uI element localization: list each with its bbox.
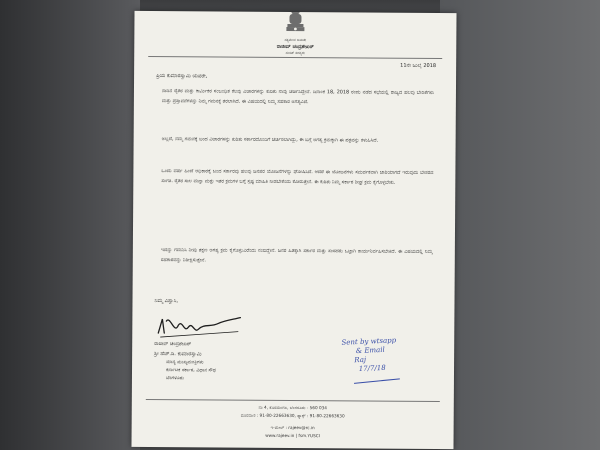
background-left — [0, 0, 140, 450]
signatory-name: ರಾಜೀವ್ ಚಂದ್ರಶೇಖರ್ — [154, 341, 192, 348]
letterhead-tagline: ಸತ್ಯಮೇವ ಜಯತೇ — [284, 37, 307, 43]
body-paragraph: ಅಲ್ಲದೆ, ನಮ್ಮ ಗಮನಕ್ಕೆ ಬಂದ ವಿಚಾರಗಳನ್ನು ಕುರಿತು ಸರ್ಕಾರದೊಂದಿಗೆ ಚರ್ಚಿಸಲಾಗಿದ್ದು, ಈ ಬಗ್ಗೆ ಅಗತ್ಯ ಕ್ರಮಕ್ಕಾಗಿ ಈ ಪತ್ರವನ್ನು ಕಳುಹಿಸಿದೆ. — [161, 136, 379, 144]
footer-address: ನಂ 4, ಕೊರಮಂಗಲ, ಬೆಂಗಳೂರು - 560 034 — [258, 404, 327, 411]
handwritten-note — [341, 336, 397, 374]
letterhead-name: ರಾಜೀವ್ ಚಂದ್ರಶೇಖರ್ — [276, 43, 314, 51]
footer-divider — [146, 399, 440, 402]
handwritten-underline — [354, 378, 400, 383]
body-paragraph: ನಾಡಿನ ರೈತರ ಮತ್ತು ಕಾರ್ಮಿಕರ ಸಂಬಂಧಿತ ಕೆಲವು ವಿಚಾರಗಳನ್ನು ಕುರಿತು ನಾವು ಚರ್ಚಿಸಿದ್ದೇವೆ. ದಿನಾಂಕ 18, 2018 ರಂದು ನಡೆದ ಸಭೆಯಲ್ಲಿ ರಾಜ್ಯದ ಹಲವು ಬೇಡಿಕೆಗಳು ಮತ್ತು ಪ್ರಸ್ತಾವನೆಗಳನ್ನು ನಿಮ್ಮ ಗಮನಕ್ಕೆ ತರಲಾಗಿದೆ. ಈ ವಿಷಯದಲ್ಲಿ ನಿಮ್ಮ ಸಹಕಾರ ಅಗತ್ಯವಿದೆ. — [161, 88, 434, 106]
handwritten-line: Sent by wtsapp — [341, 336, 397, 347]
footer-email: ಇ-ಮೇಲ್ : rajeev@rc.in — [270, 424, 315, 431]
footer-web: www.rajeev.in | fsm.YUSCI — [265, 432, 320, 439]
recipient-name: ಶ್ರೀ ಹೆಚ್.ಡಿ. ಕುಮಾರಸ್ವಾಮಿ — [154, 351, 202, 358]
recipient-office: ಕರ್ನಾಟಕ ಸರ್ಕಾರ, ವಿಧಾನ ಸೌಧ — [165, 368, 216, 374]
national-emblem-icon — [282, 11, 308, 38]
handwritten-date: 17/7/18 — [358, 363, 386, 374]
footer-phones: ದೂರವಾಣಿ : 91-80-22663630, ಫ್ಯಾಕ್ಸ್ : 91-80-22663630 — [240, 412, 345, 419]
salutation: ಪ್ರಿಯ ಕುಮಾರಸ್ವಾಮಿ ಯವರೇ, — [156, 73, 208, 80]
handwritten-line: & Email — [355, 345, 385, 356]
recipient-title: ಮಾನ್ಯ ಮುಖ್ಯಮಂತ್ರಿಗಳು — [166, 360, 204, 366]
recipient-city: ಬೆಂಗಳೂರು — [165, 376, 184, 382]
handwritten-line: Raj — [354, 355, 367, 365]
body-paragraph: ಇದನ್ನು ಗಮನಿಸಿ ನೀವು ತಕ್ಷಣ ಅಗತ್ಯ ಕ್ರಮ ಕೈಗೊಳ್ಳುವಿರೆಂದು ನಂಬಿದ್ದೇನೆ. ಜನರ ಹಿತಕ್ಕಾಗಿ ಸರ್ಕಾರ ಮತ್ತು ಸಂಸದರು ಒಟ್ಟಾಗಿ ಕಾರ್ಯನಿರ್ವಹಿಸಬೇಕಿದೆ. ಈ ವಿಷಯದಲ್ಲಿ ನಿಮ್ಮ ಸಹಕಾರವನ್ನು ನಿರೀಕ್ಷಿಸುತ್ತೇನೆ. — [160, 247, 433, 264]
letterhead-role: ಸಂಸತ್ ಸದಸ್ಯರು — [285, 50, 305, 56]
letter-date: 11ನೇ ಜುಲೈ 2018 — [400, 62, 437, 69]
closing-line: ನಿಮ್ಮ ವಿಶ್ವಾಸಿ, — [154, 298, 179, 305]
background-right — [440, 0, 600, 450]
body-paragraph: ಒಂದು ವರ್ಷ ಹಿಂದೆ ಅಧಿಕಾರಕ್ಕೆ ಬಂದ ಸರ್ಕಾರವು ಹಲವು ಜನಪರ ಯೋಜನೆಗಳನ್ನು ಘೋಷಿಸಿದೆ. ಆದರೆ ಈ ಯೋಜನೆಗಳು ಸಮರ್ಪಕವಾಗಿ ಜಾರಿಯಾಗದೆ ಇರುವುದು ಬೇಸರದ ಸಂಗತಿ. ರೈತರ ಸಾಲ ಮನ್ನಾ ಮತ್ತು ಇತರ ಕ್ರಮಗಳ ಬಗ್ಗೆ ಸ್ಪಷ್ಟ ಮಾಹಿತಿ ನೀಡಬೇಕೆಂದು ಕೋರುತ್ತೇನೆ. ಈ ಕುರಿತು ನಿಮ್ಮ ಸರ್ಕಾರ ಶೀಘ್ರ ಕ್ರಮ ಕೈಗೊಳ್ಳಬೇಕು. — [161, 168, 434, 186]
header-divider — [148, 56, 442, 59]
signature-image — [154, 311, 244, 342]
letter-page — [131, 11, 456, 449]
